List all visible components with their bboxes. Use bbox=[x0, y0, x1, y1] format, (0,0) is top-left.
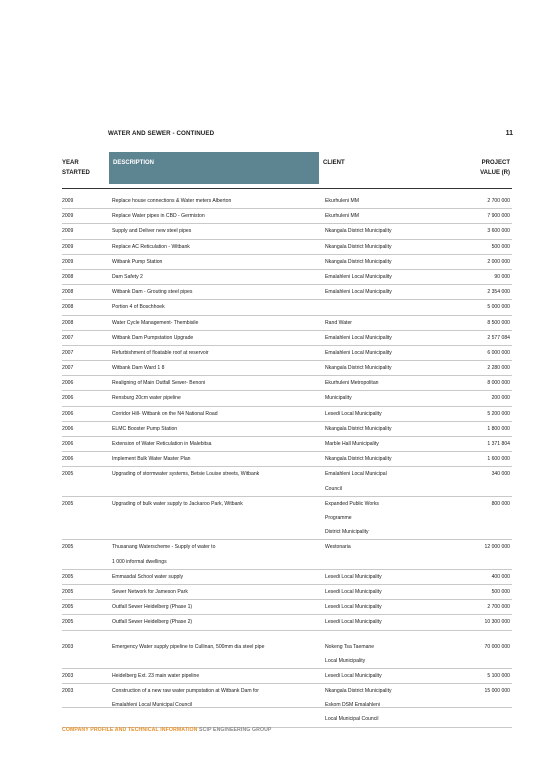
footer-accent-text: COMPANY PROFILE AND TECHNICAL INFORMATION bbox=[62, 727, 198, 733]
cell-client bbox=[325, 255, 433, 269]
cell-description bbox=[112, 452, 322, 466]
cell-description-line: Corridor Hill- Witbank on the N4 National Road bbox=[112, 410, 218, 417]
cell-description bbox=[112, 669, 322, 683]
cell-year: 2007 bbox=[62, 334, 74, 341]
cell-value: 2 280 000 bbox=[487, 365, 510, 372]
cell-description bbox=[112, 467, 322, 481]
cell-value: 2 577 084 bbox=[487, 334, 510, 341]
table-row bbox=[62, 316, 512, 331]
cell-description-line: Portion 4 of Boschhoek bbox=[112, 304, 165, 311]
cell-description bbox=[112, 194, 322, 208]
footer-divider bbox=[62, 707, 512, 708]
cell-year: 2008 bbox=[62, 319, 74, 326]
cell-client-line: Lesedi Local Municipality bbox=[325, 672, 382, 679]
cell-client bbox=[325, 285, 433, 299]
cell-description bbox=[112, 255, 322, 269]
table-spacer bbox=[62, 631, 512, 640]
cell-description-line: 1 000 informal dwellings bbox=[112, 558, 167, 565]
cell-client-line: Local Municipality bbox=[325, 657, 366, 664]
cell-description bbox=[112, 346, 322, 360]
cell-client-line: Marble Hall Municipality bbox=[325, 441, 379, 447]
table-row bbox=[62, 669, 512, 684]
column-header-year-line1: YEAR bbox=[62, 160, 79, 166]
cell-year: 2005 bbox=[62, 573, 74, 580]
cell-client-line: Lesedi Local Municipality bbox=[325, 573, 382, 580]
cell-client-line: Emalahleni Local Municipality bbox=[325, 273, 392, 280]
cell-client-line: Eskom DSM Emalahleni bbox=[325, 702, 380, 709]
cell-client-line: Expanded Public Works bbox=[325, 500, 379, 507]
cell-year: 2008 bbox=[62, 273, 74, 280]
cell-description bbox=[112, 585, 322, 599]
cell-description-line: Sewer Network for Jameson Park bbox=[112, 588, 188, 595]
cell-client-line: Local Municipal Council bbox=[325, 716, 379, 723]
table-row bbox=[62, 346, 512, 361]
table-header bbox=[62, 152, 512, 184]
cell-year: 2009 bbox=[62, 243, 74, 250]
table-row bbox=[62, 331, 512, 346]
cell-description-line: Witbank Dam Pumpstation Upgrade bbox=[112, 334, 194, 341]
cell-client bbox=[325, 316, 433, 330]
column-header-value-line1: PROJECT bbox=[481, 160, 510, 166]
cell-description bbox=[112, 285, 322, 299]
cell-client-line: Lesedi Local Municipality bbox=[325, 604, 382, 611]
cell-client-line: Nkangala District Municipality bbox=[325, 228, 392, 235]
table-row bbox=[62, 391, 512, 406]
project-table bbox=[62, 194, 512, 728]
cell-client bbox=[325, 376, 433, 390]
cell-value: 70 000 000 bbox=[484, 643, 510, 650]
cell-client bbox=[325, 361, 433, 375]
cell-year: 2008 bbox=[62, 304, 74, 311]
cell-description-line: Refurbishment of floatable roof at reservoir bbox=[112, 349, 209, 356]
cell-description bbox=[112, 361, 322, 375]
cell-description bbox=[112, 600, 322, 614]
cell-year: 2009 bbox=[62, 213, 74, 220]
cell-value: 340 000 bbox=[491, 471, 510, 478]
cell-client-line: Emalahleni Local Municipal bbox=[325, 471, 387, 478]
cell-description-line: Construction of a new raw water pumpstation at Witbank Dam for bbox=[112, 688, 259, 695]
cell-description-line: ELMC Booster Pump Station bbox=[112, 425, 178, 432]
column-header-year-line2: STARTED bbox=[62, 170, 90, 176]
cell-client-line: Municipality bbox=[325, 395, 352, 402]
cell-value: 5 000 000 bbox=[487, 304, 510, 311]
cell-client bbox=[325, 331, 433, 345]
cell-year: 2005 bbox=[62, 544, 74, 551]
cell-value: 8 500 000 bbox=[487, 319, 510, 326]
cell-value: 1 800 000 bbox=[487, 425, 510, 432]
cell-description bbox=[112, 684, 322, 712]
cell-value: 3 600 000 bbox=[487, 228, 510, 235]
cell-year: 2005 bbox=[62, 604, 74, 611]
column-header-description-label: DESCRIPTION bbox=[113, 160, 155, 166]
cell-client-line: Nkangala District Municipality bbox=[325, 456, 392, 463]
table-row bbox=[62, 361, 512, 376]
column-header-value bbox=[433, 152, 510, 184]
cell-description-line: Replace AC Reticulation - Witbank bbox=[112, 243, 190, 250]
cell-client-line: Ekurhuleni MM bbox=[325, 213, 359, 220]
cell-description bbox=[112, 376, 322, 390]
cell-description-line: Supply and Deliver new steel pipes bbox=[112, 228, 192, 235]
cell-year: 2005 bbox=[62, 500, 74, 507]
cell-client-line: Nkangala District Municipality bbox=[325, 258, 392, 265]
table-row bbox=[62, 467, 512, 496]
cell-description bbox=[112, 270, 322, 284]
cell-client bbox=[325, 407, 433, 421]
cell-value: 800 000 bbox=[491, 500, 510, 507]
cell-client bbox=[325, 669, 433, 683]
column-header-year bbox=[62, 152, 106, 184]
table-row bbox=[62, 540, 512, 569]
cell-year: 2007 bbox=[62, 349, 74, 356]
cell-value: 500 000 bbox=[491, 588, 510, 595]
cell-description-line: Upgrading of bulk water supply to Jackaroo Park, Witbank bbox=[112, 500, 243, 507]
column-header-value-line2: VALUE (R) bbox=[480, 170, 510, 176]
cell-description-line: Witbank Dam - Grouting steel pipes bbox=[112, 289, 193, 296]
cell-value: 10 300 000 bbox=[484, 619, 510, 626]
cell-value: 6 000 000 bbox=[487, 349, 510, 356]
cell-client-line: Nkangala District Municipality bbox=[325, 365, 392, 372]
table-row bbox=[62, 407, 512, 422]
table-row bbox=[62, 452, 512, 467]
cell-client bbox=[325, 615, 433, 629]
cell-year: 2003 bbox=[62, 672, 74, 679]
cell-description bbox=[112, 437, 322, 451]
cell-client-line: Lesedi Local Municipality bbox=[325, 588, 382, 595]
cell-description-line: Emergency Water supply pipeline to Cullinan, 500mm dia steel pipe bbox=[112, 643, 265, 650]
cell-description-line: Rensburg 20cm water pipeline bbox=[112, 395, 181, 402]
cell-description-line: Replace Water pipes in CBD - Germiston bbox=[112, 213, 205, 220]
cell-description-line: Emalahleni Local Municipal Council bbox=[112, 702, 193, 709]
table-row bbox=[62, 224, 512, 239]
cell-description-line: Witbank Pump Station bbox=[112, 258, 163, 265]
cell-year: 2006 bbox=[62, 410, 74, 417]
table-row bbox=[62, 194, 512, 209]
cell-year: 2005 bbox=[62, 588, 74, 595]
page-title: WATER AND SEWER - CONTINUED bbox=[108, 130, 215, 137]
cell-description-line: Implement Bulk Water Master Plan bbox=[112, 456, 191, 463]
cell-value: 15 000 000 bbox=[484, 688, 510, 695]
cell-year: 2006 bbox=[62, 425, 74, 432]
cell-client bbox=[325, 570, 433, 584]
cell-description-line: Extension of Water Reticulation in Malebitsa bbox=[112, 441, 212, 447]
cell-year: 2009 bbox=[62, 228, 74, 235]
cell-description-line: Dam Safety 2 bbox=[112, 273, 143, 280]
table-row bbox=[62, 497, 512, 541]
cell-description bbox=[112, 540, 322, 568]
table-row bbox=[62, 285, 512, 300]
table-row bbox=[62, 684, 512, 728]
cell-value: 90 000 bbox=[494, 273, 510, 280]
cell-year: 2009 bbox=[62, 198, 74, 204]
cell-description-line: Replace house connections & Water meters Alberton bbox=[112, 198, 232, 204]
table-row bbox=[62, 300, 512, 315]
cell-client bbox=[325, 224, 433, 238]
cell-description-line: Thusanang Waterscheme - Supply of water to bbox=[112, 544, 216, 551]
cell-client bbox=[325, 391, 433, 405]
cell-value: 500 000 bbox=[491, 243, 510, 250]
cell-year: 2006 bbox=[62, 456, 74, 463]
cell-year: 2005 bbox=[62, 619, 74, 626]
cell-client-line: Emalahleni Local Municipality bbox=[325, 289, 392, 296]
cell-description-line: Emmasdal School water supply bbox=[112, 573, 184, 580]
column-header-client-label: CLIENT bbox=[323, 160, 345, 166]
page-footer bbox=[62, 727, 272, 733]
table-row bbox=[62, 570, 512, 585]
cell-value: 8 000 000 bbox=[487, 380, 510, 387]
cell-client bbox=[325, 684, 433, 727]
cell-year: 2003 bbox=[62, 643, 74, 650]
cell-year: 2007 bbox=[62, 365, 74, 372]
cell-description bbox=[112, 240, 322, 254]
cell-client bbox=[325, 346, 433, 360]
cell-description-line: Heidelberg Ext. 23 main water pipeline bbox=[112, 672, 200, 679]
cell-description-line: Outfall Sewer Heidelberg (Phase 2) bbox=[112, 619, 193, 626]
table-row bbox=[62, 437, 512, 452]
cell-client bbox=[325, 540, 433, 554]
cell-description-line: Realigning of Main Outfall Sewer- Benoni bbox=[112, 380, 206, 387]
cell-client-line: District Municipality bbox=[325, 529, 369, 536]
cell-client-line: Westonaria bbox=[325, 544, 351, 551]
cell-client-line: Programme bbox=[325, 514, 352, 521]
cell-client bbox=[325, 270, 433, 284]
page-number: 11 bbox=[505, 130, 513, 137]
cell-value: 2 354 000 bbox=[487, 289, 510, 296]
cell-client bbox=[325, 194, 433, 208]
cell-client bbox=[325, 600, 433, 614]
cell-client bbox=[325, 452, 433, 466]
table-row bbox=[62, 585, 512, 600]
cell-client-line: Nkangala District Municipality bbox=[325, 243, 392, 250]
cell-description bbox=[112, 224, 322, 238]
cell-client-line: Ekurhuleni MM bbox=[325, 198, 359, 204]
table-row bbox=[62, 640, 512, 669]
cell-value: 400 000 bbox=[491, 573, 510, 580]
cell-client-line: Nkangala District Municipality bbox=[325, 425, 392, 432]
cell-client bbox=[325, 240, 433, 254]
cell-client-line: Emalahleni Local Municipality bbox=[325, 349, 392, 356]
cell-year: 2008 bbox=[62, 289, 74, 296]
cell-value: 200 000 bbox=[491, 395, 510, 402]
cell-client bbox=[325, 640, 433, 668]
cell-description bbox=[112, 422, 322, 436]
cell-client-line: Lesedi Local Municipality bbox=[325, 619, 382, 626]
table-row bbox=[62, 376, 512, 391]
cell-value: 2 000 000 bbox=[487, 258, 510, 265]
cell-description-line: Water Cycle Management- Thembisile bbox=[112, 319, 199, 326]
cell-client-line: Nokeng Tsa Taemane bbox=[325, 643, 375, 650]
cell-value: 7 900 000 bbox=[487, 213, 510, 220]
cell-client-line: Nkangala District Municipality bbox=[325, 688, 392, 695]
cell-client-line: Emalahleni Local Municipality bbox=[325, 334, 392, 341]
cell-client-line: Rand Water bbox=[325, 319, 352, 326]
table-row bbox=[62, 255, 512, 270]
cell-client-line: Ekurhuleni Metropolitan bbox=[325, 380, 379, 387]
cell-description-line: Upgrading of stormwater systems, Betsie Louise streets, Witbank bbox=[112, 471, 260, 478]
cell-value: 2 700 000 bbox=[487, 604, 510, 611]
cell-year: 2003 bbox=[62, 688, 74, 695]
cell-client bbox=[325, 437, 433, 451]
cell-client-line: Lesedi Local Municipality bbox=[325, 410, 382, 417]
cell-year: 2006 bbox=[62, 395, 74, 402]
cell-client-line: Council bbox=[325, 485, 342, 492]
cell-description bbox=[112, 640, 322, 654]
table-row bbox=[62, 615, 512, 630]
cell-year: 2006 bbox=[62, 441, 74, 447]
cell-description-line: Outfall Sewer Heidelberg (Phase 1) bbox=[112, 604, 193, 611]
cell-value: 5 200 000 bbox=[487, 410, 510, 417]
cell-year: 2005 bbox=[62, 471, 74, 478]
cell-description bbox=[112, 615, 322, 629]
cell-year: 2006 bbox=[62, 380, 74, 387]
cell-client bbox=[325, 422, 433, 436]
cell-description bbox=[112, 407, 322, 421]
header-divider bbox=[62, 188, 512, 189]
table-row bbox=[62, 209, 512, 224]
cell-description bbox=[112, 300, 322, 314]
cell-year: 2009 bbox=[62, 258, 74, 265]
cell-description bbox=[112, 497, 322, 511]
cell-client bbox=[325, 467, 433, 495]
cell-value: 1 600 000 bbox=[487, 456, 510, 463]
table-row bbox=[62, 600, 512, 615]
cell-value: 1 371 804 bbox=[487, 441, 510, 447]
cell-description bbox=[112, 209, 322, 223]
cell-client bbox=[325, 209, 433, 223]
table-row bbox=[62, 240, 512, 255]
table-row bbox=[62, 270, 512, 285]
cell-description bbox=[112, 391, 322, 405]
cell-client bbox=[325, 585, 433, 599]
cell-description bbox=[112, 316, 322, 330]
cell-value: 12 000 000 bbox=[484, 544, 510, 551]
cell-description-line: Witbank Dam Ward 1 8 bbox=[112, 365, 165, 372]
table-row bbox=[62, 422, 512, 437]
cell-client bbox=[325, 497, 433, 540]
cell-description bbox=[112, 331, 322, 345]
cell-description bbox=[112, 570, 322, 584]
cell-value: 5 100 000 bbox=[487, 672, 510, 679]
cell-value: 2 700 000 bbox=[487, 198, 510, 204]
column-header-client bbox=[323, 152, 433, 184]
footer-company-text: SCIP ENGINEERING GROUP bbox=[197, 727, 272, 733]
column-header-description bbox=[109, 152, 319, 184]
